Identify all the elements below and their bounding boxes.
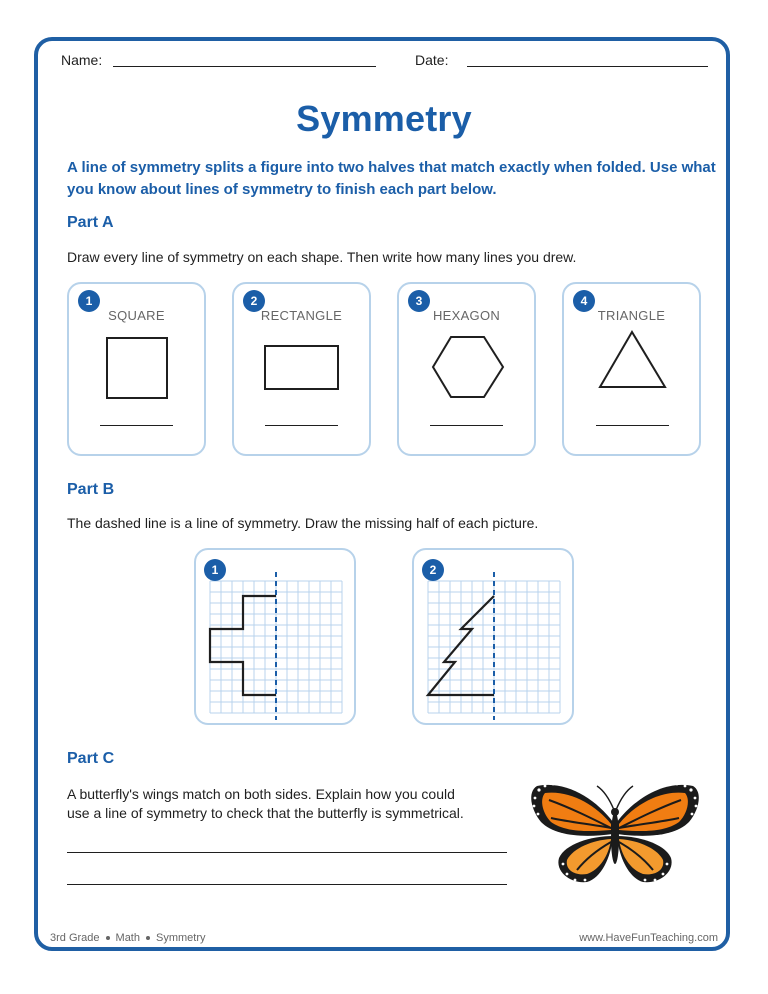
- part-b-heading: Part B: [67, 481, 115, 498]
- part-b-instruction: The dashed line is a line of symmetry. Draw the missing half of each picture.: [67, 515, 539, 531]
- number-badge: 1: [78, 290, 100, 312]
- shape-name: RECTANGLE: [260, 308, 343, 323]
- shape-card-rectangle: [232, 282, 371, 456]
- number-badge: 1: [204, 559, 226, 581]
- footer-breadcrumb: [50, 932, 206, 944]
- name-field[interactable]: [113, 66, 376, 67]
- date-field[interactable]: [467, 66, 708, 67]
- name-label: Name:: [61, 52, 103, 68]
- part-c-instruction-line1: A butterfly's wings match on both sides. Explain how you could: [67, 786, 455, 802]
- answer-line-2[interactable]: [67, 884, 507, 885]
- shape-card-square: [67, 282, 206, 456]
- answer-line[interactable]: [265, 425, 338, 426]
- triangle-shape[interactable]: [564, 284, 699, 454]
- answer-line[interactable]: [596, 425, 669, 426]
- answer-line-1[interactable]: [67, 852, 507, 853]
- part-a-instruction: Draw every line of symmetry on each shape. Then write how many lines you drew.: [67, 249, 577, 265]
- shape-card-triangle: [562, 282, 701, 456]
- answer-line[interactable]: [430, 425, 503, 426]
- shape-name: HEXAGON: [432, 308, 501, 323]
- footer-grade: 3rd Grade: [50, 932, 100, 944]
- butterfly-image: [525, 778, 705, 890]
- number-badge: 4: [573, 290, 595, 312]
- part-c-heading: Part C: [67, 750, 115, 767]
- footer-subject: Math: [115, 932, 140, 944]
- answer-line[interactable]: [100, 425, 173, 426]
- part-c-instruction-line2: use a line of symmetry to check that the butterfly is symmetrical.: [67, 805, 464, 821]
- shape-name: TRIANGLE: [597, 308, 666, 323]
- number-badge: 2: [243, 290, 265, 312]
- intro-text: A line of symmetry splits a figure into two halves that match exactly when folded. Use what you know about lines of symmetry to finish each part below.: [67, 159, 716, 198]
- number-badge: 3: [408, 290, 430, 312]
- square-shape[interactable]: [69, 284, 204, 454]
- footer-website[interactable]: www.HaveFunTeaching.com: [579, 932, 718, 944]
- shape-name: SQUARE: [108, 308, 165, 323]
- separator-dot-icon: [146, 936, 150, 940]
- date-label: Date:: [415, 52, 449, 68]
- part-a-heading: Part A: [67, 214, 114, 231]
- rectangle-shape[interactable]: [234, 284, 369, 454]
- hexagon-shape[interactable]: [399, 284, 534, 454]
- shape-card-hexagon: [397, 282, 536, 456]
- footer-topic: Symmetry: [156, 932, 206, 944]
- page-title: Symmetry: [296, 98, 472, 139]
- number-badge: 2: [422, 559, 444, 581]
- separator-dot-icon: [106, 936, 110, 940]
- grid-card-1: [194, 548, 356, 725]
- grid-card-2: [412, 548, 574, 725]
